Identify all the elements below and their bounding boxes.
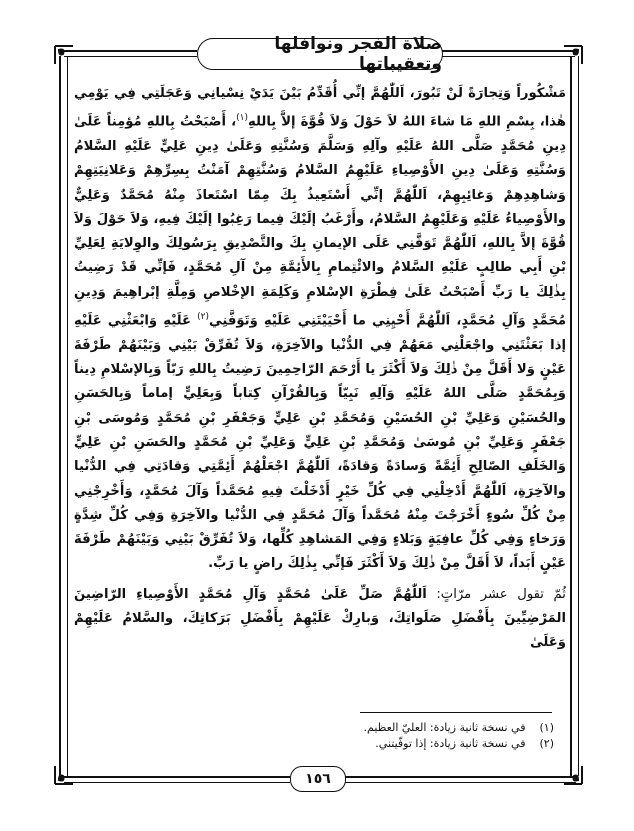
footnote-number: (٢) <box>539 737 554 750</box>
paragraph-1 <box>74 82 566 577</box>
footnote-ref-2: (٢) <box>197 312 209 323</box>
footnote-text: في نسخة ثانية زيادة: إذا توفّيتني. <box>375 737 526 750</box>
page-number-badge <box>290 766 346 792</box>
frame-left-border <box>59 56 68 776</box>
footnote-number: (١) <box>539 721 554 734</box>
footnote-text: في نسخة ثانية زيادة: العليّ العظيم. <box>363 721 526 734</box>
footnote-ref-1: (١) <box>236 113 248 124</box>
paragraph-2 <box>74 583 566 656</box>
paragraph-1-text-b: ، أَصْبَحْتُ بِاللهِ مُؤمِناً عَلَىٰ دِينِ مُحَمَّدٍ صَلَّى اللهُ عَلَيْهِ وآلِهِ وَسَلَّمَ وَسُنَّتِهِ وَعَلَىٰ دِينِ عَلِيٍّ عَلَيْهِ السَّلامُ وَسُنَّتِهِ وَعَلَىٰ دِينِ الأَوْصِياءِ عَلَيْهِمُ السَّلامُ وَسُنَّتِهِمْ آمَنْتُ بِسِرِّهِمْ وَعَلانِيَتِهِمْ وَشاهِدِهِمْ وَغائِبِهِمْ، اَللّٰهُمَّ إنِّي أَسْتَعِيذُ بِكَ مِمّا اسْتَعاذَ مِنْهُ مُحَمَّدٌ وَعَلِيٌّ والأَوْصِياءُ عَلَيْهِ وَعَلَيْهِمُ السَّلامُ، وأَرْغَبُ إلَيْكَ فِيما رَغِبُوا إلَيْكَ فِيهِ، وَلاَ حَوْلَ وَلاَ قُوَّةَ إلاَّ بِاللهِ، اَللّٰهُمَّ تَوَفَّنِي عَلَى الإيمانِ بِكَ والتَّصْدِيقِ بِرَسُولِكَ والوِلايَةِ لِعَلِيِّ بْنِ أَبِي طالِبٍ عَلَيْهِ السَّلامُ والائْتِمامِ بِالأَئِمَّةِ مِنْ آلِ مُحَمَّدٍ، فَإنِّي قَدْ رَضِيتُ بِذٰلِكَ يا رَبِّ أَصْبَحْتُ عَلَىٰ فِطْرَةِ الإسْلامِ وَكَلِمَةِ الإخْلاصِ وَمِلَّةِ إبْراهِيمَ وَدِينِ مُحَمَّدٍ وَآلِ مُحَمَّدٍ، اَللّٰهُمَّ أَحْيِنِي ما أَحْيَيْتَنِي عَلَيْهِ وَتَوَفَّنِي <box>74 114 566 329</box>
corner-ornament-icon <box>562 44 584 66</box>
footnote-1 <box>254 720 554 736</box>
frame-bottom-border-left <box>64 776 290 783</box>
frame-bottom-border-right <box>344 776 576 783</box>
corner-ornament-icon <box>53 764 75 786</box>
main-text <box>74 82 566 656</box>
paragraph-1-text-c: عَلَيْهِ وَابْعَثْنِي عَلَيْهِ إذا بَعَثْتَنِي واجْعَلْنِي مَعَهُمْ فِي الدُّنْيا والآخِرَةِ، وَلاَ تُفَرِّقْ بَيْنِي وَبَيْنَهُمْ طَرْفَةَ عَيْنٍ وَلا أَقَلَّ مِنْ ذٰلِكَ وَلاَ أَكْثَرَ يا أَرْحَمَ الرّاحِمِينَ رَضِيتُ بِاللهِ رَبّاً وَبِالإسْلامِ دِيناً وَبِمُحَمَّدٍ صَلَّى اللهُ عَلَيْهِ وَآلِهِ نَبِيّاً وَبِالقُرْآنِ كِتاباً وَبِعَلِيٍّ إماماً وَبِالحَسَنِ والحُسَيْنِ وَعَلِيِّ بْنِ الحُسَيْنِ وَمُحَمَّدِ بْنِ عَلِيٍّ وَجَعْفَرِ بْنِ مُحَمَّدٍ وَمُوسَى بْنِ جَعْفَرٍ وَعَلِيِّ بْنِ مُوسَىٰ وَمُحَمَّدِ بْنِ عَلِيٍّ وَعَلِيِّ بْنِ مُحَمَّدٍ والحَسَنِ بْنِ عَلِيٍّ وَالخَلَفِ الصّالِحِ أَئِمَّةً وَسادَةً وَقادَةً، اَللّٰهُمَّ اجْعَلْهُمْ أَئِمَّتِي وَقادَتِي فِي الدُّنْيا والآخِرَةِ، اَللّٰهُمَّ أَدْخِلْنِي فِي كُلِّ خَيْرٍ أَدْخَلْتَ فِيهِ مُحَمَّداً وَآلَ مُحَمَّدٍ، وَأَخْرِجْنِي مِنْ كُلِّ سُوءٍ أَخْرَجْتَ مِنْهُ مُحَمَّداً وَآلَ مُحَمَّدٍ فِي الدُّنْيا والآخِرَةِ وَفِي كُلِّ شِدَّةٍ وَرَخاءٍ وَفِي كُلِّ عافِيَةٍ وَبَلاءٍ وَفِي المَشاهِدِ كُلِّها، وَلاَ تُفَرِّقْ بَيْنِي وَبَيْنَهُمْ طَرْفَةَ عَيْنٍ أَبَداً، لاَ أَقَلَّ مِنْ ذٰلِكَ وَلاَ أَكْثَرَ فَإنِّي بِذٰلِكَ راضٍ يا رَبِّ. <box>74 313 566 572</box>
footnotes <box>254 720 554 752</box>
page-number: ١٥٦ <box>305 771 331 787</box>
paragraph-1-text-a: مَشْكُوراً وَتِجارَةً لَنْ تَبُورَ، اَللّٰهُمَّ إنِّي أُقَدِّمُ بَيْنَ يَدَيْ نِسْيانِي وَعَجَلَتِي فِي يَوْمِي هٰذا، بِسْمِ اللهِ مَا شاءَ اللهُ لاَ حَوْلَ وَلاَ قُوَّةَ إلاَّ بِاللهِ <box>74 86 566 130</box>
paragraph-2-text: اَللّٰهُمَّ صَلِّ عَلَىٰ مُحَمَّدٍ وَآلِ مُحَمَّدٍ الأَوْصِياءِ الرّاضِينَ المَرْضِيِّينَ بِأَفْضَلِ صَلَواتِكَ، وَبارِكْ عَلَيْهِمْ بِأَفْضَلِ بَرَكاتِكَ، والسَّلامُ عَلَيْهِمْ وَعَلَىٰ <box>74 586 566 651</box>
page-header-title <box>197 34 443 74</box>
frame-top-border-right <box>441 50 575 57</box>
footnote-2 <box>254 736 554 752</box>
chapter-title: صلاة الفجر ونوافلها وتعقيباتها <box>274 34 442 74</box>
frame-right-border <box>570 56 579 776</box>
frame-top-border-left <box>64 50 197 57</box>
footnote-divider <box>360 712 552 713</box>
paragraph-2-intro: ثُمّ تقول عشر مرّاتٍ: <box>426 586 566 602</box>
corner-ornament-icon <box>562 764 584 786</box>
corner-ornament-icon <box>53 44 75 66</box>
